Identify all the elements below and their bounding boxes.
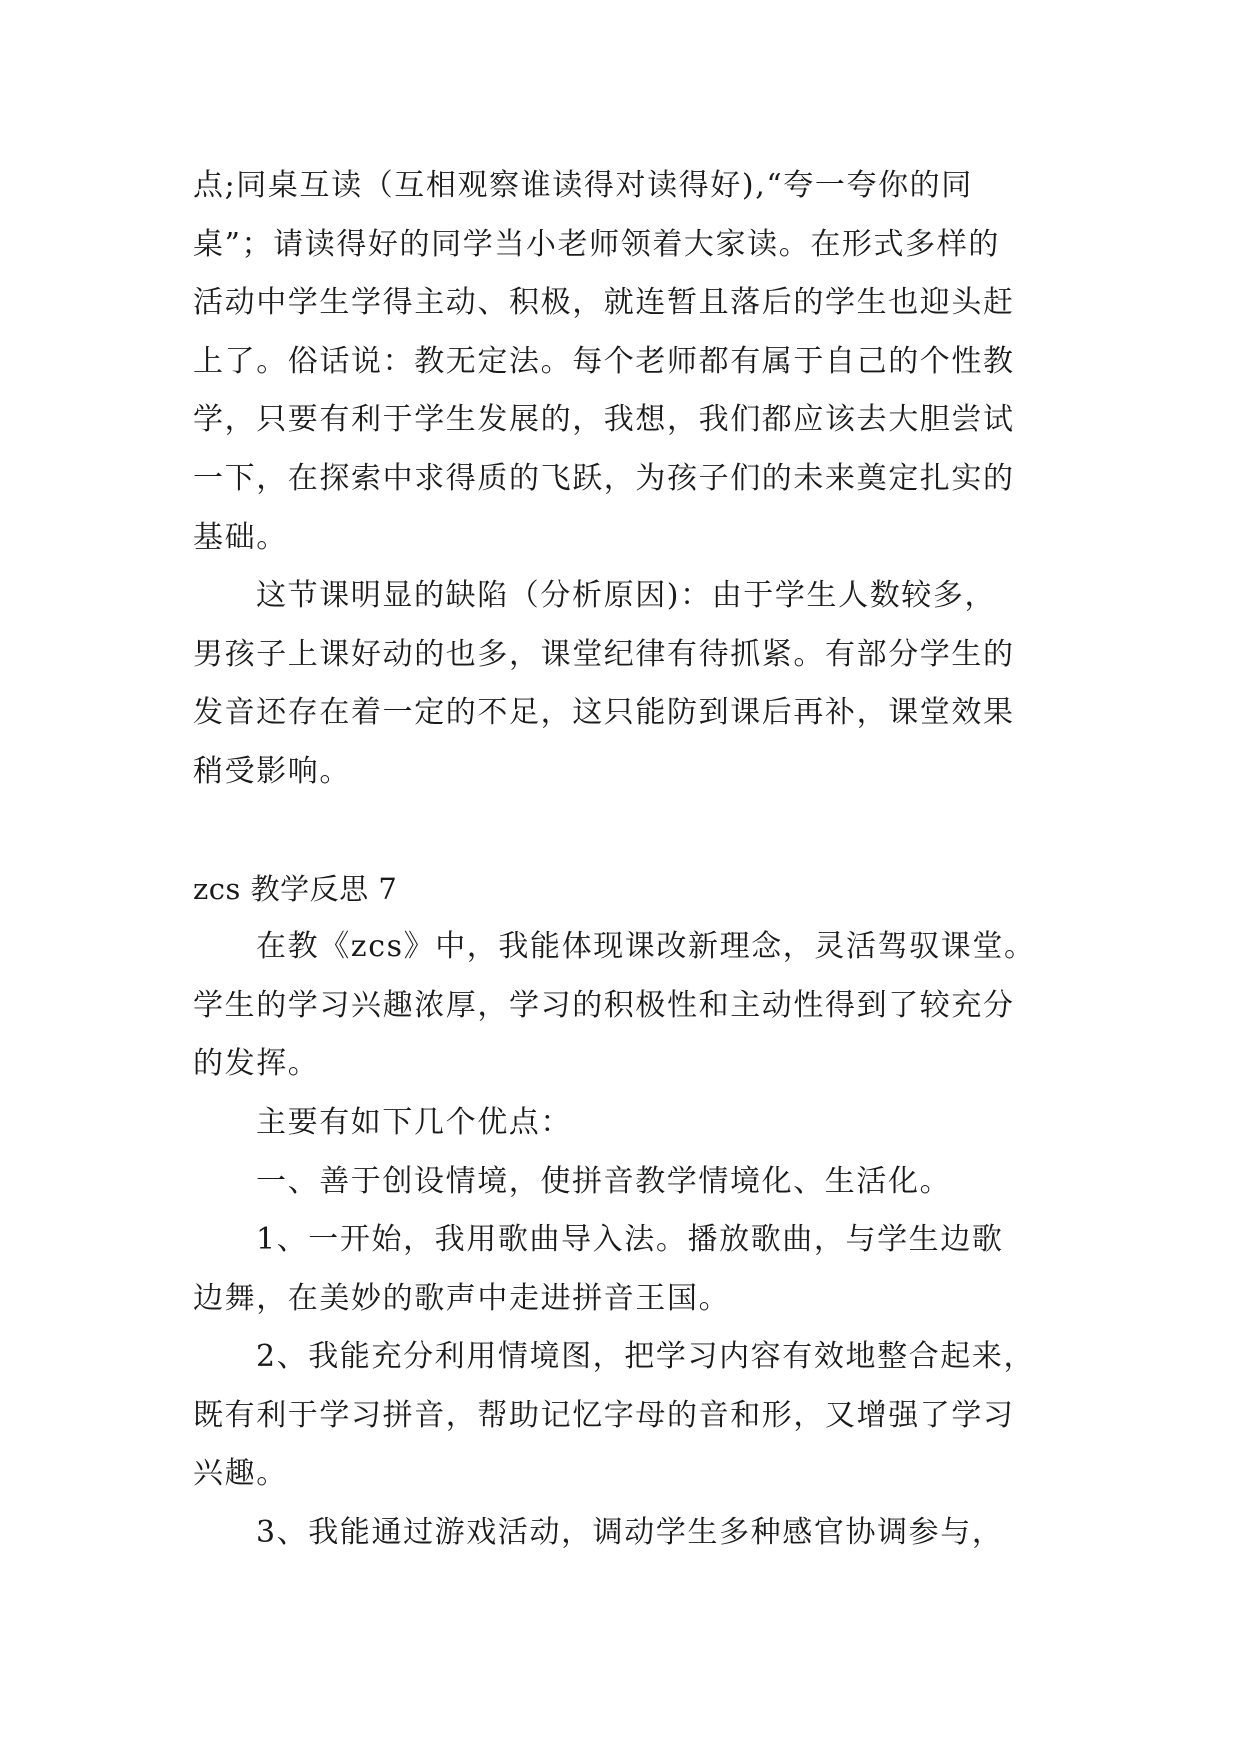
paragraph-8 xyxy=(193,1504,1055,1563)
text-line: 桌”；请读得好的同学当小老师领着大家读。在形式多样的 xyxy=(193,226,1000,262)
text-line: 3、我能通过游戏活动，调动学生多种感官协调参与， xyxy=(256,1515,1004,1551)
text-line: 男孩子上课好动的也多，课堂纪律有待抓紧。有部分学生的 xyxy=(193,636,1015,672)
text-line: 这节课明显的缺陷（分析原因)：由于学生人数较多， xyxy=(256,578,997,614)
paragraph-2 xyxy=(193,567,1055,801)
text-line: 1、一开始，我用歌曲导入法。播放歌曲，与学生边歌 xyxy=(256,1222,1004,1258)
paragraph-3 xyxy=(193,918,1055,1094)
text-line: 2、我能充分利用情境图，把学习内容有效地整合起来， xyxy=(256,1339,1036,1375)
text-line: 一、善于创设情境，使拼音教学情境化、生活化。 xyxy=(256,1163,952,1199)
text-line: 兴趣。 xyxy=(193,1456,288,1492)
text-line: 稍受影响。 xyxy=(193,753,351,789)
text-line: 既有利于学习拼音，帮助记忆字母的音和形，又增强了学习 xyxy=(193,1397,1015,1433)
text-line: 发音还存在着一定的不足，这只能防到课后再补，课堂效果 xyxy=(193,695,1015,731)
paragraph-4 xyxy=(193,1094,1055,1153)
document-page xyxy=(193,157,1055,1563)
text-line: 上了。俗话说：教无定法。每个老师都有属于自己的个性教 xyxy=(193,343,1015,379)
text-line: 的发挥。 xyxy=(193,1046,320,1082)
text-line: 点;同桌互读（互相观察谁读得对读得好),“夸一夸你的同 xyxy=(193,168,973,203)
text-line: 主要有如下几个优点： xyxy=(256,1104,572,1140)
text-line: 在教《zcs》中，我能体现课改新理念，灵活驾驭课堂。 xyxy=(256,929,1036,965)
paragraph-1 xyxy=(193,157,1055,567)
text-line: 活动中学生学得主动、积极，就连暂且落后的学生也迎头赶 xyxy=(193,285,1015,321)
text-line: 学生的学习兴趣浓厚，学习的积极性和主动性得到了较充分 xyxy=(193,987,1015,1023)
text-line: 学，只要有利于学生发展的，我想，我们都应该去大胆尝试 xyxy=(193,402,1015,438)
text-line: 边舞，在美妙的歌声中走进拼音王国。 xyxy=(193,1280,731,1316)
section-heading xyxy=(193,860,1055,919)
paragraph-7 xyxy=(193,1328,1055,1504)
paragraph-5 xyxy=(193,1153,1055,1212)
text-line: 一下，在探索中求得质的飞跃，为孩子们的未来奠定扎实的 xyxy=(193,460,1015,496)
text-line: 基础。 xyxy=(193,519,288,555)
heading-text: zcs 教学反思 7 xyxy=(193,871,398,906)
paragraph-6 xyxy=(193,1211,1055,1328)
